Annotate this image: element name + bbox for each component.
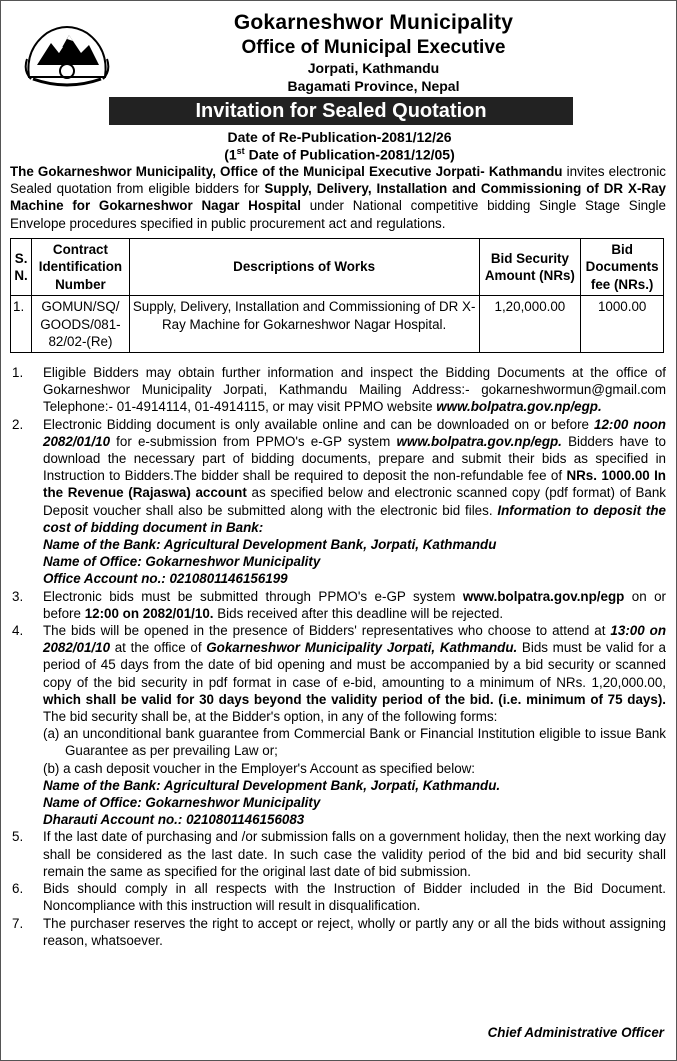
first-publication-date: (1st Date of Publication-2081/12/05)	[224, 146, 455, 163]
instructions-list	[10, 364, 666, 949]
office-name: Office of Municipal Executive	[241, 37, 506, 58]
ppmo-link[interactable]: www.bolpatra.gov.np/egp.	[396, 433, 562, 449]
notice-title: Invitation for Sealed Quotation	[109, 97, 573, 125]
col-header-sn: S. N.	[11, 239, 32, 296]
col-header-contract-id: Contract Identification Number	[32, 239, 130, 296]
list-item: 7. The purchaser reserves the right to accept or reject, wholly or partly any or all the bids without assigning reason, whatsoever.	[12, 915, 666, 948]
list-item: 3. Electronic bids must be submitted through PPMO's e-GP system www.bolpatra.gov.np/egp on or before 12:00 on 2082/01/10. Bids received after this deadline will be rejected.	[12, 588, 667, 621]
office-name-line: Name of Office: Gokarneshwor Municipality	[43, 795, 321, 811]
list-item: 2. Electronic Bidding document is only available online and can be downloaded on or before 12:00 noon 2082/01/10 for e-submission from PPMO's e-GP system www.bolpatra.gov.np/egp. Bidders have to download the necessary part of bidding documents, prepare and submit their bids as specified in Instruction to Bidders.The bidder shall be required to deposit the non-refundable fee of NRs. 1000.00 In the Revenue (Rajaswa) account as specified below and electronic scanned copy (pdf format) of Bank Deposit voucher shall also be submitted along with the electronic bid files. Information to deposit the cost of bidding document in Bank: Name of the Bank: Agricultural Development Bank, Jorpati, Kathmandu Name of Office: Gokarneshwor Municipality Office Account no.: 0210801146156199	[12, 416, 667, 587]
item-number: 7.	[12, 915, 24, 931]
office-name-line: Name of Office: Gokarneshwor Municipality	[43, 554, 321, 570]
signature-title: Chief Administrative Officer	[487, 1025, 664, 1040]
address-line-2: Bagamati Province, Nepal	[287, 78, 460, 94]
cell-doc-fee: 1000.00	[581, 296, 664, 353]
item-number: 4.	[12, 623, 24, 639]
cell-description: Supply, Delivery, Installation and Commissioning of DR X-Ray Machine for Gokarneshwor Nagar Hospital.	[129, 296, 479, 353]
intro-paragraph: The Gokarneshwor Municipality, Office of the Municipal Executive Jorpati- Kathmandu invites electronic Sealed quotation from eligible bidders for Supply, Delivery, Installation and Commissioning of DR X-Ray Machine for Gokarneshwor Nagar Hospital under National competitive bidding Single Stage Single Envelope procedures specified in public procurement act and regulations.	[10, 164, 666, 231]
list-item: 4. The bids will be opened in the presence of Bidders' representatives who choose to attend at 13:00 on 2082/01/10 at the office of Gokarneshwor Municipality Jorpati, Kathmandu. Bids must be valid for a period of 45 days from the date of bid opening and must be accompanied by a bid security or scanned copy of the bid security in pdf format in case of e-bid, amounting to a minimum of NRs. 1,20,000.00, which shall be valid for 30 days beyond the validity period of the bid. (i.e. minimum of 75 days). The bid security shall be, at the Bidder's option, in any of the following forms: (a) an unconditional bank guarantee from Commercial Bank or Financial Institution eligible to issue Bank Guarantee as per prevailing Law or; (b) a cash deposit voucher in the Employer's Account as specified below: Name of the Bank: Agricultural Development Bank, Jorpati, Kathmandu. Name of Office: Gokarneshwor Municipality Dharauti Account no.: 0210801146156083	[12, 623, 666, 828]
item-number: 2.	[12, 416, 24, 432]
item-number: 1.	[12, 365, 24, 380]
option-b: (b) a cash deposit voucher in the Employer's Account as specified below:	[43, 760, 476, 776]
item-number: 6.	[12, 881, 24, 897]
cell-sn: 1.	[11, 296, 32, 353]
table-row	[11, 296, 664, 353]
cell-contract-id: GOMUN/SQ/ GOODS/081- 82/02-(Re)	[32, 296, 130, 353]
ppmo-link[interactable]: www.bolpatra.gov.np/egp	[462, 588, 625, 604]
col-header-bid-security: Bid Security Amount (NRs)	[479, 239, 581, 296]
address-line-1: Jorpati, Kathmandu	[307, 60, 440, 76]
list-item: 6. Bids should comply in all respects with the Instruction of Bidder included in the Bid Document. Noncompliance with this instruction will result in disqualification.	[12, 881, 666, 914]
item-number: 3.	[12, 588, 24, 604]
bank-name: Name of the Bank: Agricultural Development Bank, Jorpati, Kathmandu	[43, 537, 497, 553]
table-header-row	[11, 239, 664, 296]
item-number: 5.	[12, 829, 24, 845]
org-name: Gokarneshwor Municipality	[233, 11, 514, 34]
col-header-description: Descriptions of Works	[129, 239, 479, 296]
cell-bid-security: 1,20,000.00	[479, 296, 581, 353]
list-item: 1. Eligible Bidders may obtain further information and inspect the Bidding Documents at the office of Gokarneshwor Municipality Jorpati, Kathmandu Mailing Address:- gokarneshwormun@gmail.com Telephone:- 01-4914114, 01-4914115, or may visit PPMO website www.bolpatra.gov.np/egp.	[12, 365, 666, 415]
ppmo-link[interactable]: www.bolpatra.gov.np/egp.	[436, 399, 602, 415]
republication-date: Date of Re-Publication-2081/12/26	[227, 129, 452, 145]
bank-name: Name of the Bank: Agricultural Development Bank, Jorpati, Kathmandu.	[43, 777, 501, 793]
col-header-doc-fee: Bid Documents fee (NRs.)	[581, 239, 664, 296]
option-a: (a) an unconditional bank guarantee from Commercial Bank or Financial Institution eligible to issue Bank Guarantee as per prevailing Law or;	[43, 726, 666, 759]
account-number: Office Account no.: 0210801146156199	[43, 571, 288, 587]
list-item: 5. If the last date of purchasing and /or submission falls on a government holiday, then the next working day shall be considered as the last date. In such case the validity period of the bid and bid security shall remain the same as specified for the original last date of bid submission.	[12, 829, 666, 879]
quotation-table	[10, 238, 664, 353]
municipality-emblem-icon	[23, 19, 111, 91]
account-number: Dharauti Account no.: 0210801146156083	[43, 812, 305, 828]
